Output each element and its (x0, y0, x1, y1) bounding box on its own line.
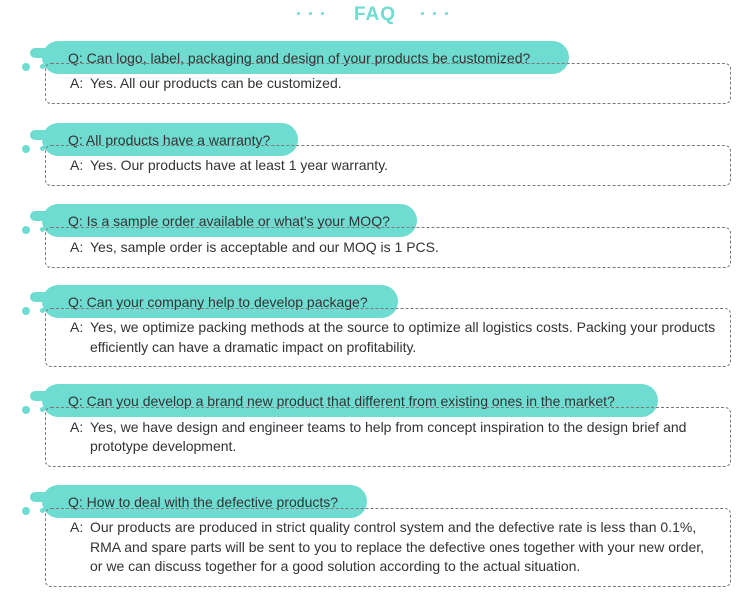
faq-answer (45, 145, 731, 186)
question-text: Q: How to deal with the defective products? (68, 493, 339, 510)
answer-prefix: A: (70, 519, 84, 536)
faq-answer (45, 508, 731, 587)
answer-text: Yes, we optimize packing methods at the source to optimize all logistics costs. Packing your products efficiently can have a dramatic impact on profitability. (90, 319, 716, 355)
decorative-dot (22, 307, 30, 315)
decorative-dot (22, 145, 30, 153)
answer-prefix: A: (70, 156, 84, 173)
faq-answer (45, 308, 731, 367)
question-text: Q: All products have a warranty? (68, 131, 271, 148)
answer-text: Yes, we have design and engineer teams to help from concept inspiration to the design brief and prototype development. (90, 418, 687, 454)
decorative-dots-right (421, 12, 448, 15)
faq-answer (45, 63, 731, 104)
decorative-dot (22, 406, 30, 414)
question-text: Q: Is a sample order available or what’s your MOQ? (68, 212, 390, 229)
question-text: Q: Can your company help to develop package? (68, 293, 368, 310)
question-text: Q: Can you develop a brand new product that different from existing ones in the market? (68, 392, 615, 409)
answer-text: Yes. All our products can be customized. (90, 74, 342, 91)
answer-prefix: A: (70, 319, 84, 335)
faq-answer (45, 227, 731, 268)
decorative-dot (22, 507, 30, 515)
answer-prefix: A: (70, 418, 84, 435)
answer-text: Yes, sample order is acceptable and our MOQ is 1 PCS. (90, 238, 439, 255)
faq-header (0, 0, 750, 28)
decorative-dot (22, 226, 30, 234)
faq-answer (45, 407, 731, 467)
decorative-dot (22, 63, 30, 71)
question-text: Q: Can logo, label, packaging and design of your products be customized? (68, 49, 531, 66)
answer-prefix: A: (70, 238, 84, 255)
answer-prefix: A: (70, 74, 84, 91)
answer-text: Our products are produced in strict quality control system and the defective rate is less than 0.1%, RMA and spare parts will be sent to you to replace the defective ones together with your new order, or we can discuss together for a good solution according to the actual situation. (90, 519, 705, 575)
page-title: FAQ (353, 4, 397, 25)
answer-text: Yes. Our products have at least 1 year warranty. (90, 156, 389, 173)
